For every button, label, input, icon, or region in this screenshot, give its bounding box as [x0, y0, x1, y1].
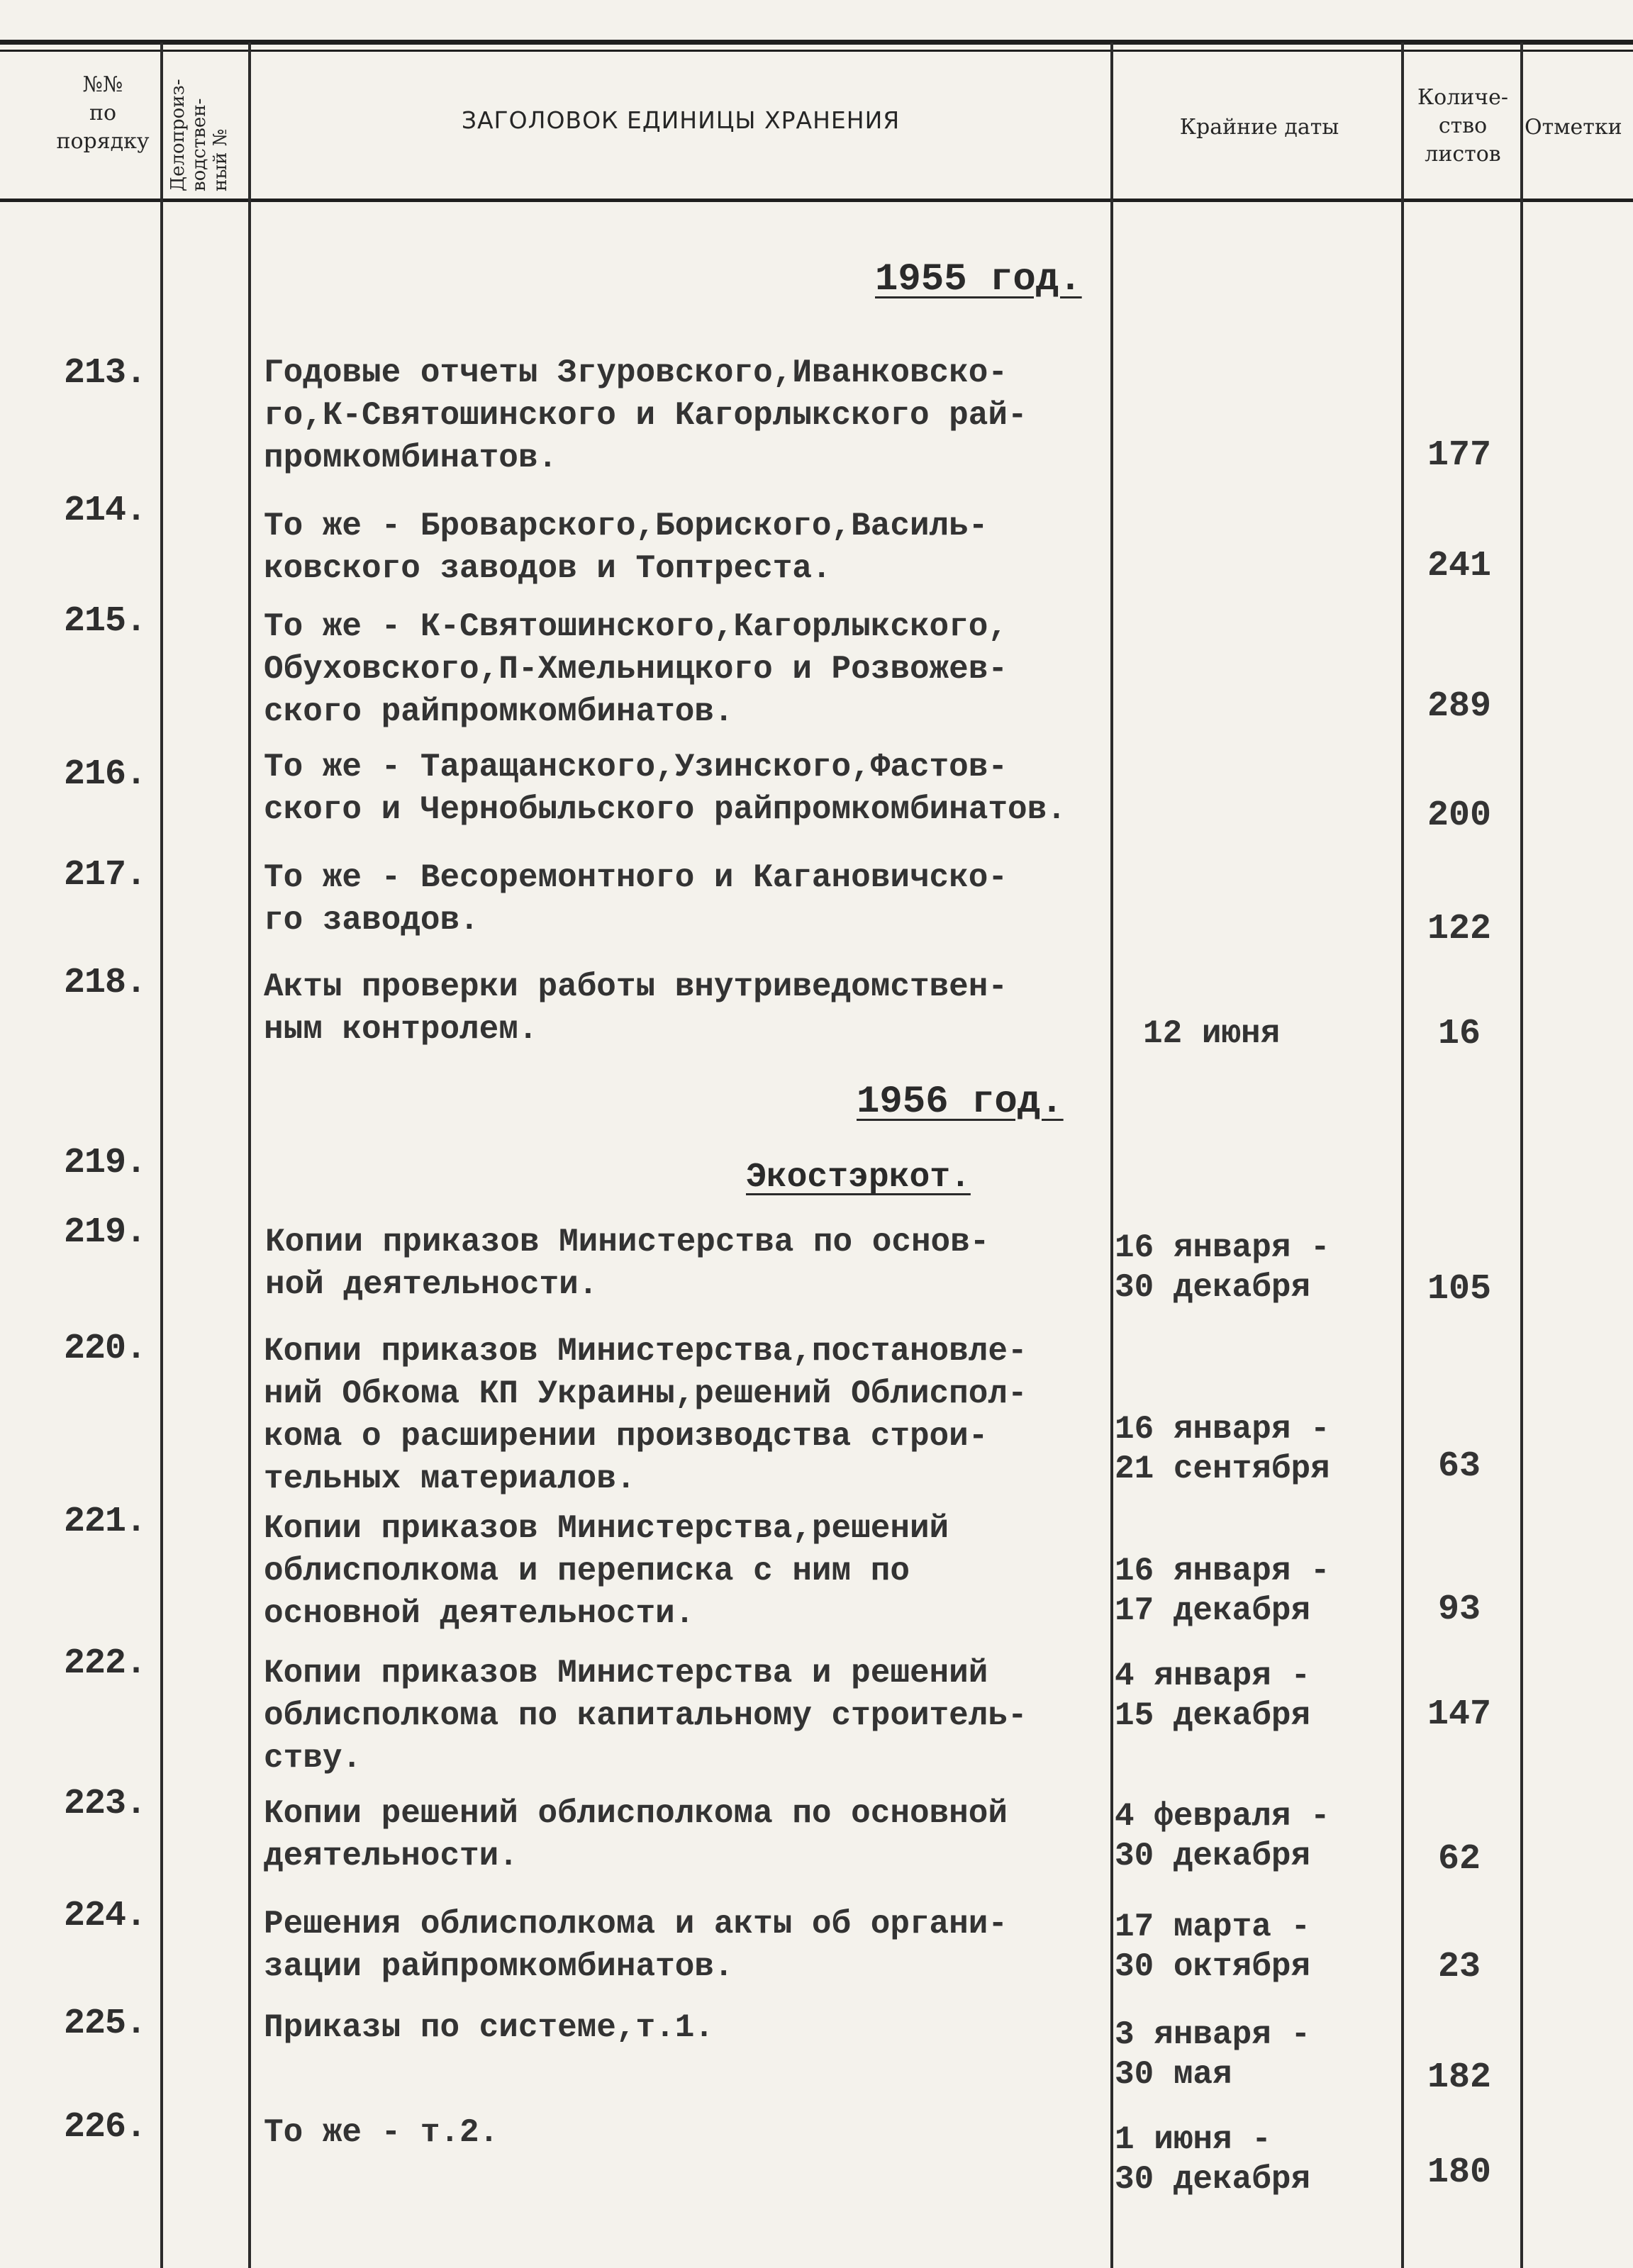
row-sheets: 289 [1427, 686, 1491, 727]
row-number: 226. [64, 2107, 147, 2147]
row-number: 215. [64, 601, 147, 642]
column-divider-4 [1401, 43, 1404, 2268]
row-sheets: 122 [1427, 909, 1491, 949]
header-col-number: №№ по порядку [56, 72, 150, 154]
row-sheets: 16 [1437, 1014, 1481, 1054]
header-col-notes: Отметки [1525, 115, 1622, 140]
row-dates: 12 июня [1143, 1015, 1281, 1052]
row-title: Копии приказов Министерства,постановле- ний Обкома КП Украины,решений Облиспол- кома о расширении производства строи- тельных материалов. [264, 1333, 1027, 1497]
row-number: 222. [64, 1643, 147, 1684]
row-sheets: 63 [1437, 1446, 1481, 1487]
header-col-dates: Крайние даты [1179, 115, 1339, 140]
row-sheets: 180 [1427, 2152, 1491, 2193]
row-number: 221. [64, 1502, 147, 1542]
row-number: 225. [64, 2004, 147, 2044]
subsection-heading: Экостэркот. [746, 1158, 971, 1197]
row-number: 223. [64, 1784, 147, 1824]
row-title: То же - Весоремонтного и Кагановичско- го заводов. [264, 859, 1008, 939]
row-title: Копии приказов Министерства и решений облисполкома по капитальному строитель- ству. [264, 1655, 1027, 1777]
row-number: 219. [64, 1212, 147, 1253]
row-dates: 16 января - 17 декабря [1115, 1553, 1330, 1629]
row-dates: 16 января - 30 декабря [1115, 1229, 1330, 1306]
year-heading-1955: 1955 год. [875, 258, 1082, 301]
header-col-office-number: Делопроиз- водствен- ный № [167, 79, 231, 191]
row-sheets: 23 [1437, 1947, 1481, 1987]
row-number: 219. [64, 1143, 147, 1183]
row-number: 213. [64, 353, 147, 393]
row-title: Копии приказов Министерства по основ- ной деятельности. [265, 1224, 990, 1303]
row-sheets: 105 [1427, 1269, 1491, 1309]
header-col-sheets: Количе- ство листов [1417, 85, 1509, 167]
column-divider-2 [248, 43, 251, 2268]
row-sheets: 62 [1437, 1839, 1481, 1879]
row-title: Приказы по системе,т.1. [264, 2009, 714, 2046]
row-dates: 1 июня - 30 декабря [1115, 2121, 1311, 2198]
row-dates: 4 февраля - 30 декабря [1115, 1798, 1330, 1875]
row-number: 224. [64, 1896, 147, 1936]
row-number: 218. [64, 963, 147, 1003]
year-heading-1956: 1956 год. [857, 1080, 1064, 1124]
row-title: То же - Таращанского,Узинского,Фастов- ского и Чернобыльского райпромкомбинатов. [264, 749, 1066, 828]
column-divider-5 [1520, 43, 1523, 2268]
row-title: Копии приказов Министерства,решений облисполкома и переписка с ним по основной деятельности. [264, 1510, 949, 1632]
row-title: То же - К-Святошинского,Кагорлыкского, Обуховского,П-Хмельницкого и Розвожев- ского райпромкомбинатов. [264, 608, 1008, 730]
row-title: Копии решений облисполкома по основной деятельности. [264, 1795, 1008, 1875]
row-dates: 17 марта - 30 октября [1115, 1909, 1311, 1985]
row-title: Решения облисполкома и акты об органи- зации райпромкомбинатов. [264, 1906, 1008, 1985]
row-number: 217. [64, 855, 147, 895]
row-sheets: 177 [1427, 435, 1491, 476]
row-sheets: 93 [1437, 1590, 1481, 1630]
row-sheets: 182 [1427, 2057, 1491, 2098]
row-number: 214. [64, 491, 147, 531]
row-dates: 4 января - 15 декабря [1115, 1658, 1311, 1734]
row-title: То же - т.2. [264, 2114, 499, 2151]
row-sheets: 241 [1427, 546, 1491, 586]
column-divider-1 [160, 43, 163, 2268]
row-title: Акты проверки работы внутриведомствен- ным контролем. [264, 968, 1008, 1048]
row-title: Годовые отчеты Згуровского,Иванковско- го,К-Святошинского и Кагорлыкского рай- промкомбинатов. [264, 354, 1027, 476]
top-border [0, 40, 1633, 45]
row-number: 220. [64, 1329, 147, 1369]
row-sheets: 147 [1427, 1694, 1491, 1735]
row-title: То же - Броварского,Бориского,Василь- ковского заводов и Топтреста. [264, 508, 988, 587]
row-dates: 16 января - 21 сентября [1115, 1411, 1330, 1487]
row-dates: 3 января - 30 мая [1115, 2016, 1311, 2093]
top-border-thin [0, 50, 1633, 52]
row-sheets: 200 [1427, 795, 1491, 836]
header-col-title: ЗАГОЛОВОК ЕДИНИЦЫ ХРАНЕНИЯ [461, 106, 901, 134]
header-bottom-border [0, 199, 1633, 202]
row-number: 216. [64, 754, 147, 795]
